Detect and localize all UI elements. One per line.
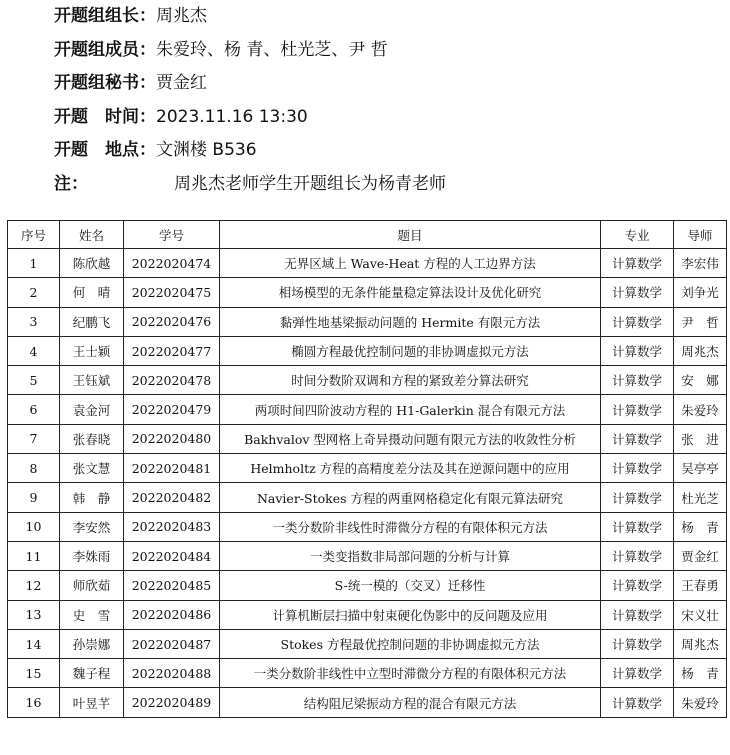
cell-student-id: 2022020486: [124, 600, 220, 629]
cell-advisor: 朱爱玲: [674, 395, 727, 424]
cell-name: 师欣茹: [60, 571, 124, 600]
table-row: [8, 454, 727, 483]
column-header-title: 题目: [220, 221, 601, 249]
cell-advisor: 杨 青: [674, 512, 727, 541]
table-row: [8, 395, 727, 424]
table-row: [8, 366, 727, 395]
table-row: [8, 249, 727, 278]
cell-major: 计算数学: [601, 336, 674, 365]
cell-student-id: 2022020478: [124, 366, 220, 395]
column-header-index: 序号: [8, 221, 60, 249]
table-header-row: [8, 221, 727, 249]
cell-major: 计算数学: [601, 659, 674, 688]
cell-advisor: 王春勇: [674, 571, 727, 600]
cell-title: 时间分数阶双调和方程的紧致差分算法研究: [220, 366, 601, 395]
cell-name: 张文慧: [60, 454, 124, 483]
cell-major: 计算数学: [601, 249, 674, 278]
cell-title: 相场模型的无条件能量稳定算法设计及优化研究: [220, 278, 601, 307]
cell-title: 一类变指数非局部问题的分析与计算: [220, 541, 601, 570]
cell-student-id: 2022020485: [124, 571, 220, 600]
cell-name: 孙崇娜: [60, 629, 124, 658]
column-header-name: 姓名: [60, 221, 124, 249]
cell-index: 5: [8, 366, 60, 395]
cell-advisor: 张 进: [674, 424, 727, 453]
cell-name: 李姝雨: [60, 541, 124, 570]
cell-name: 纪鹏飞: [60, 307, 124, 336]
cell-index: 3: [8, 307, 60, 336]
cell-name: 史 雪: [60, 600, 124, 629]
secretary-row: [54, 67, 446, 101]
cell-name: 张春晓: [60, 424, 124, 453]
cell-major: 计算数学: [601, 571, 674, 600]
cell-name: 李安然: [60, 512, 124, 541]
cell-major: 计算数学: [601, 366, 674, 395]
cell-title: 计算机断层扫描中射束硬化伪影中的反问题及应用: [220, 600, 601, 629]
table-body: [8, 249, 727, 718]
cell-index: 15: [8, 659, 60, 688]
cell-name: 陈欣越: [60, 249, 124, 278]
cell-major: 计算数学: [601, 395, 674, 424]
cell-student-id: 2022020488: [124, 659, 220, 688]
cell-index: 10: [8, 512, 60, 541]
table-row: [8, 424, 727, 453]
cell-student-id: 2022020479: [124, 395, 220, 424]
cell-title: Helmholtz 方程的高精度差分法及其在逆源问题中的应用: [220, 454, 601, 483]
column-header-major: 专业: [601, 221, 674, 249]
cell-major: 计算数学: [601, 600, 674, 629]
cell-student-id: 2022020484: [124, 541, 220, 570]
cell-major: 计算数学: [601, 278, 674, 307]
cell-student-id: 2022020477: [124, 336, 220, 365]
cell-student-id: 2022020483: [124, 512, 220, 541]
table-row: [8, 307, 727, 336]
defense-info: [54, 0, 446, 201]
cell-student-id: 2022020482: [124, 483, 220, 512]
cell-index: 6: [8, 395, 60, 424]
cell-advisor: 朱爱玲: [674, 688, 727, 717]
table-row: [8, 629, 727, 658]
cell-major: 计算数学: [601, 688, 674, 717]
place-value: 文渊楼 B536: [156, 140, 257, 160]
cell-advisor: 杜光芝: [674, 483, 727, 512]
time-label: 开题 时间：: [54, 106, 156, 127]
cell-title: 结构阻尼梁振动方程的混合有限元方法: [220, 688, 601, 717]
cell-title: 黏弹性地基梁振动问题的 Hermite 有限元方法: [220, 307, 601, 336]
cell-index: 4: [8, 336, 60, 365]
cell-name: 袁金河: [60, 395, 124, 424]
table-row: [8, 336, 727, 365]
cell-name: 魏子程: [60, 659, 124, 688]
cell-name: 韩 静: [60, 483, 124, 512]
cell-advisor: 吴亭亭: [674, 454, 727, 483]
column-header-student-id: 学号: [124, 221, 220, 249]
cell-name: 叶昱芊: [60, 688, 124, 717]
cell-name: 王士颖: [60, 336, 124, 365]
cell-student-id: 2022020481: [124, 454, 220, 483]
table-row: [8, 688, 727, 717]
cell-student-id: 2022020480: [124, 424, 220, 453]
note-row: [54, 168, 446, 202]
secretary-label: 开题组秘书：: [54, 73, 156, 93]
secretary-value: 贾金红: [156, 73, 207, 93]
table-row: [8, 541, 727, 570]
cell-student-id: 2022020489: [124, 688, 220, 717]
cell-student-id: 2022020475: [124, 278, 220, 307]
cell-advisor: 周兆杰: [674, 336, 727, 365]
table-row: [8, 600, 727, 629]
cell-title: 一类分数阶非线性时滞微分方程的有限体积元方法: [220, 512, 601, 541]
cell-index: 12: [8, 571, 60, 600]
cell-major: 计算数学: [601, 483, 674, 512]
cell-student-id: 2022020476: [124, 307, 220, 336]
cell-title: Bakhvalov 型网格上奇异摄动问题有限元方法的收敛性分析: [220, 424, 601, 453]
place-row: [54, 134, 446, 168]
cell-student-id: 2022020474: [124, 249, 220, 278]
note-label: 注：: [54, 173, 88, 194]
cell-student-id: 2022020487: [124, 629, 220, 658]
cell-index: 7: [8, 424, 60, 453]
cell-index: 16: [8, 688, 60, 717]
table-row: [8, 571, 727, 600]
cell-major: 计算数学: [601, 454, 674, 483]
cell-advisor: 宋义壮: [674, 600, 727, 629]
note-value: 周兆杰老师学生开题组长为杨青老师: [174, 173, 446, 194]
column-header-advisor: 导师: [674, 221, 727, 249]
members-value: 朱爱玲、杨 青、杜光芝、尹 哲: [156, 39, 388, 60]
cell-advisor: 贾金红: [674, 541, 727, 570]
cell-title: Stokes 方程最优控制问题的非协调虚拟元方法: [220, 629, 601, 658]
cell-advisor: 尹 哲: [674, 307, 727, 336]
cell-major: 计算数学: [601, 307, 674, 336]
cell-index: 13: [8, 600, 60, 629]
table-row: [8, 278, 727, 307]
members-label: 开题组成员：: [54, 39, 156, 60]
cell-major: 计算数学: [601, 629, 674, 658]
table-row: [8, 659, 727, 688]
cell-advisor: 李宏伟: [674, 249, 727, 278]
leader-label: 开题组组长：: [54, 6, 156, 26]
cell-major: 计算数学: [601, 512, 674, 541]
time-row: [54, 101, 446, 135]
leader-row: [54, 0, 446, 34]
cell-major: 计算数学: [601, 424, 674, 453]
cell-index: 14: [8, 629, 60, 658]
cell-title: 一类分数阶非线性中立型时滞微分方程的有限体积元方法: [220, 659, 601, 688]
cell-index: 8: [8, 454, 60, 483]
cell-index: 11: [8, 541, 60, 570]
cell-name: 王钰斌: [60, 366, 124, 395]
cell-title: 两项时间四阶波动方程的 H1-Galerkin 混合有限元方法: [220, 395, 601, 424]
cell-index: 9: [8, 483, 60, 512]
cell-index: 1: [8, 249, 60, 278]
cell-major: 计算数学: [601, 541, 674, 570]
cell-name: 何 晴: [60, 278, 124, 307]
members-row: [54, 34, 446, 68]
cell-advisor: 杨 青: [674, 659, 727, 688]
cell-advisor: 刘争光: [674, 278, 727, 307]
cell-index: 2: [8, 278, 60, 307]
defense-schedule-table: [7, 220, 727, 718]
cell-advisor: 安 娜: [674, 366, 727, 395]
table-row: [8, 512, 727, 541]
cell-title: S-统一模的（交叉）迁移性: [220, 571, 601, 600]
cell-advisor: 周兆杰: [674, 629, 727, 658]
cell-title: 椭圆方程最优控制问题的非协调虚拟元方法: [220, 336, 601, 365]
table-row: [8, 483, 727, 512]
leader-value: 周兆杰: [156, 6, 207, 26]
cell-title: Navier-Stokes 方程的两重网格稳定化有限元算法研究: [220, 483, 601, 512]
time-value: 2023.11.16 13:30: [156, 106, 308, 127]
cell-title: 无界区域上 Wave-Heat 方程的人工边界方法: [220, 249, 601, 278]
place-label: 开题 地点：: [54, 140, 156, 160]
